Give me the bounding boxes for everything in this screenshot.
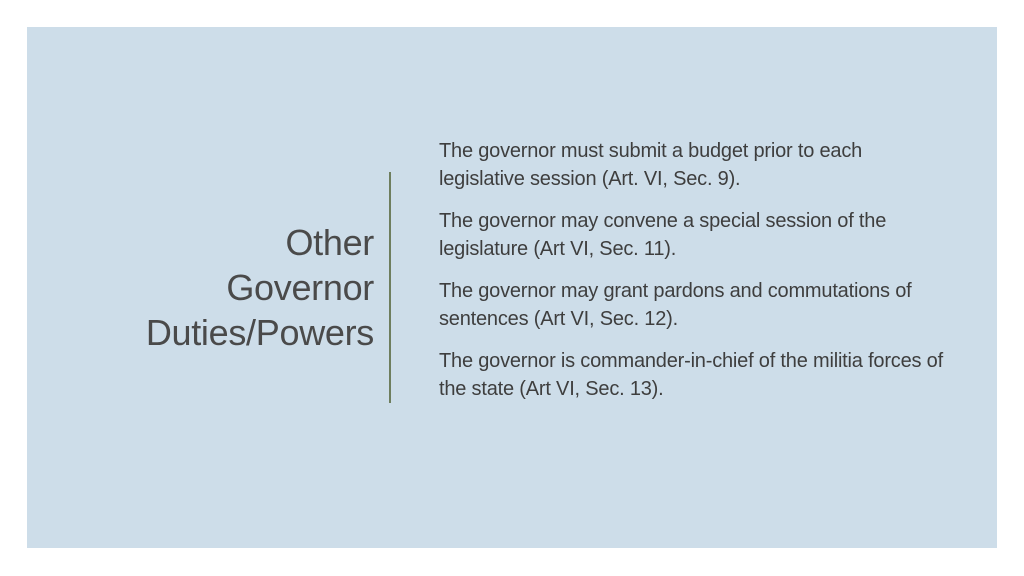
bullet-item: The governor must submit a budget prior to each legislative session (Art. VI, Sec. 9). [439,140,863,190]
bullet-list [439,137,949,417]
bullet-item: The governor is commander-in-chief of the militia forces of the state (Art VI, Sec. 13). [439,350,943,400]
slide-title [74,220,374,355]
slide-title-line: Other [285,222,374,263]
slide-title-line: Governor [226,267,374,308]
bullet-item: The governor may grant pardons and commutations of sentences (Art VI, Sec. 12). [439,280,912,330]
bullet-item: The governor may convene a special session of the legislature (Art VI, Sec. 11). [439,210,887,260]
vertical-divider [389,172,391,403]
slide-title-line: Duties/Powers [145,312,374,353]
